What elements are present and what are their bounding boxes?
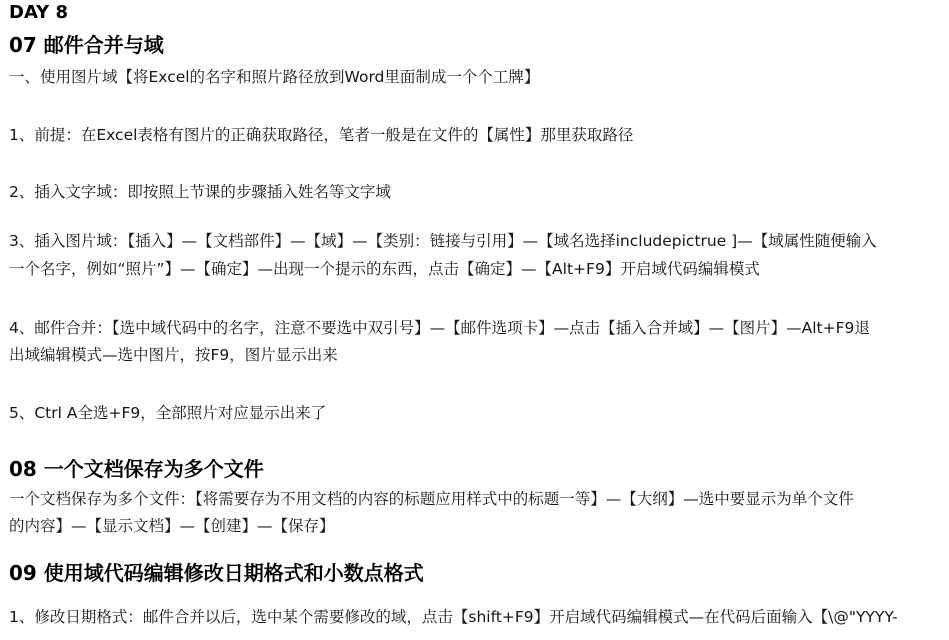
section-07-line-7: 出域编辑模式—选中图片，按F9，图片显示出来 (9, 346, 338, 364)
section-07-line-6: 4、邮件合并：【选中域代码中的名字，注意不要选中双引号】—【邮件选项卡】—点击【插入合并域】—【图片】—Alt+F9退 (9, 319, 870, 337)
section-07-heading: 07 邮件合并与域 (9, 33, 164, 57)
day-title: DAY 8 (9, 2, 68, 23)
section-09-heading: 09 使用域代码编辑修改日期格式和小数点格式 (9, 561, 424, 585)
section-07-line-1: 一、使用图片域【将Excel的名字和照片路径放到Word里面制成一个个工牌】 (9, 68, 540, 86)
section-07-line-8: 5、Ctrl A全选+F9，全部照片对应显示出来了 (9, 404, 327, 422)
section-08-line-2: 的内容】—【显示文档】—【创建】—【保存】 (9, 517, 335, 535)
section-07-line-5: 一个名字，例如“照片”】—【确定】—出现一个提示的东西，点击【确定】—【Alt+F9】开启域代码编辑模式 (9, 260, 760, 278)
section-08-line-1: 一个文档保存为多个文件：【将需要存为不用文档的内容的标题应用样式中的标题一等】—【大纲】—选中要显示为单个文件 (9, 490, 854, 508)
section-07-line-2: 1、前提：在Excel表格有图片的正确获取路径，笔者一般是在文件的【属性】那里获取路径 (9, 126, 634, 144)
section-07-line-4: 3、插入图片域：【插入】—【文档部件】—【域】—【类别：链接与引用】—【域名选择includepictrue ]—【域属性随便输入 (9, 232, 877, 250)
section-07-line-3: 2、插入文字域：即按照上节课的步骤插入姓名等文字域 (9, 183, 391, 201)
section-09-line-1: 1、修改日期格式：邮件合并以后，选中某个需要修改的域，点击【shift+F9】开启域代码编辑模式—在代码后面输入【\@"YYYY- (9, 608, 898, 626)
section-08-heading: 08 一个文档保存为多个文件 (9, 457, 264, 481)
